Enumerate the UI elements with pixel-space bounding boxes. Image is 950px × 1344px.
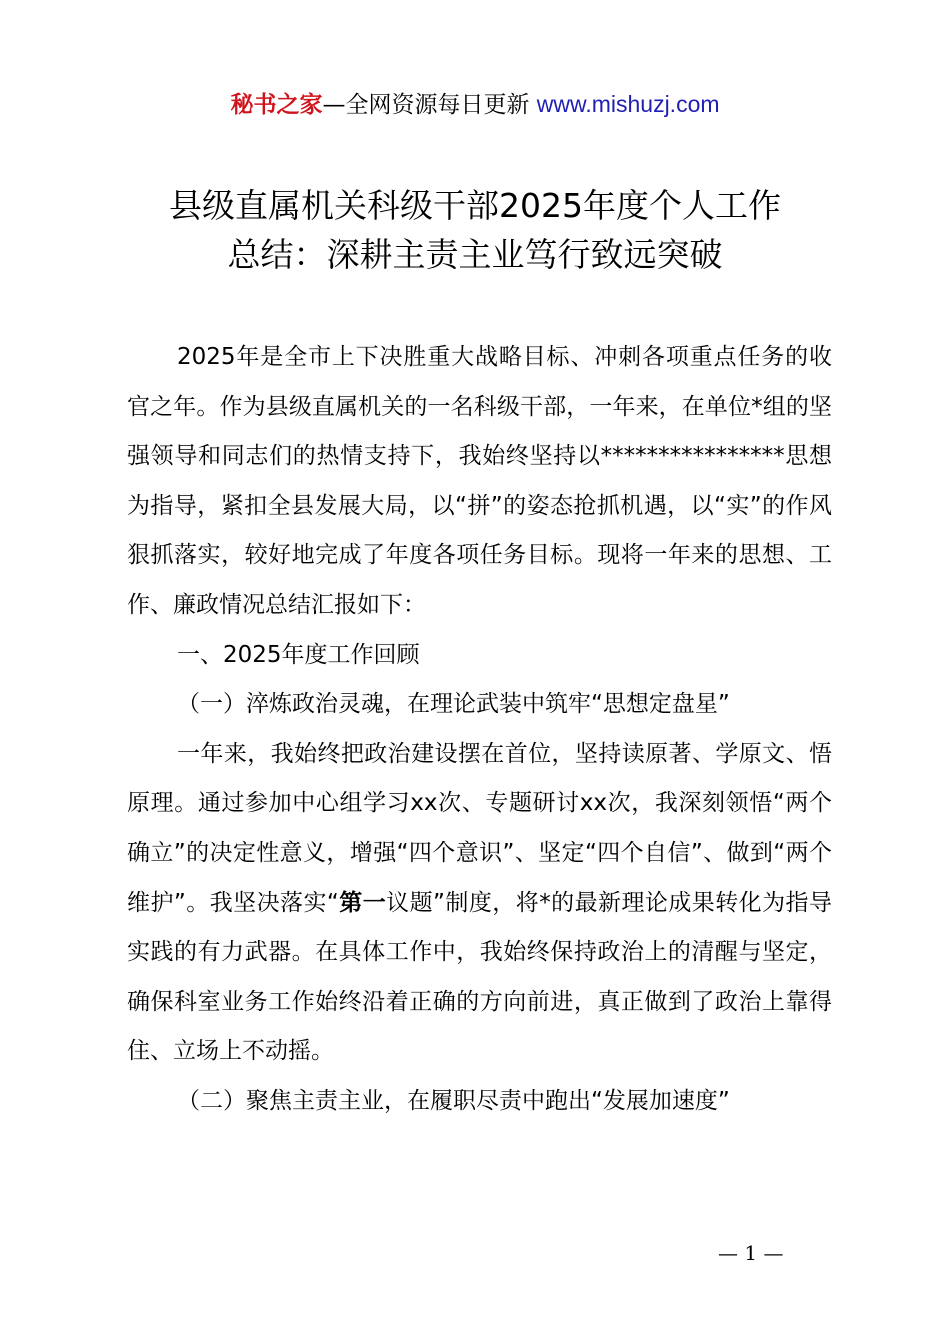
document-title xyxy=(110,181,840,279)
subsection-1-heading: （一）淬炼政治灵魂，在理论武装中筑牢“思想定盘星” xyxy=(177,691,730,718)
page-number: — 1 — xyxy=(718,1241,784,1265)
paragraph-1-bold: 第一 xyxy=(338,889,387,916)
watermark-header xyxy=(0,86,950,123)
subsection-2-heading: （二）聚焦主责主业，在履职尽责中跑出“发展加速度” xyxy=(177,1087,730,1114)
header-slogan: —全网资源每日更新 xyxy=(322,92,537,118)
paragraph-1 xyxy=(127,730,832,1077)
title-line-1: 县级直属机关科级干部2025年度个人工作 xyxy=(169,186,781,225)
paragraph-1-text-a: 一年来，我始终把政治建设摆在首位，坚持读原著、学原文、悟原理。通过参加中心组学习xx次、专题研讨xx次，我深刻领悟“两个确立”的决定性意义，增强“四个意识”、坚定“四个自信”、做到“两个维护”。我坚决落实“ xyxy=(127,740,832,916)
document-body xyxy=(127,333,832,1127)
title-line-2: 总结：深耕主责主业笃行致远突破 xyxy=(227,235,723,274)
intro-paragraph: 2025年是全市上下决胜重大战略目标、冲刺各项重点任务的收官之年。作为县级直属机关的一名科级干部，一年来，在单位*组的坚强领导和同志们的热情支持下，我始终坚持以****************思想为指导，紧扣全县发展大局，以“拼”的姿态抢抓机遇，以“实”的作风狠抓落实，较好地完成了年度各项任务目标。现将一年来的思想、工作、廉政情况总结汇报如下： xyxy=(127,344,832,618)
website-link[interactable]: www.mishuzj.com xyxy=(536,91,720,117)
section-1-heading: 一、2025年度工作回顾 xyxy=(177,641,420,668)
brand-name: 秘书之家 xyxy=(230,92,323,118)
paragraph-1-text-b: 议题”制度，将*的最新理论成果转化为指导实践的有力武器。在具体工作中，我始终保持政治上的清醒与坚定，确保科室业务工作始终沿着正确的方向前进，真正做到了政治上靠得住、立场上不动摇。 xyxy=(127,889,833,1065)
